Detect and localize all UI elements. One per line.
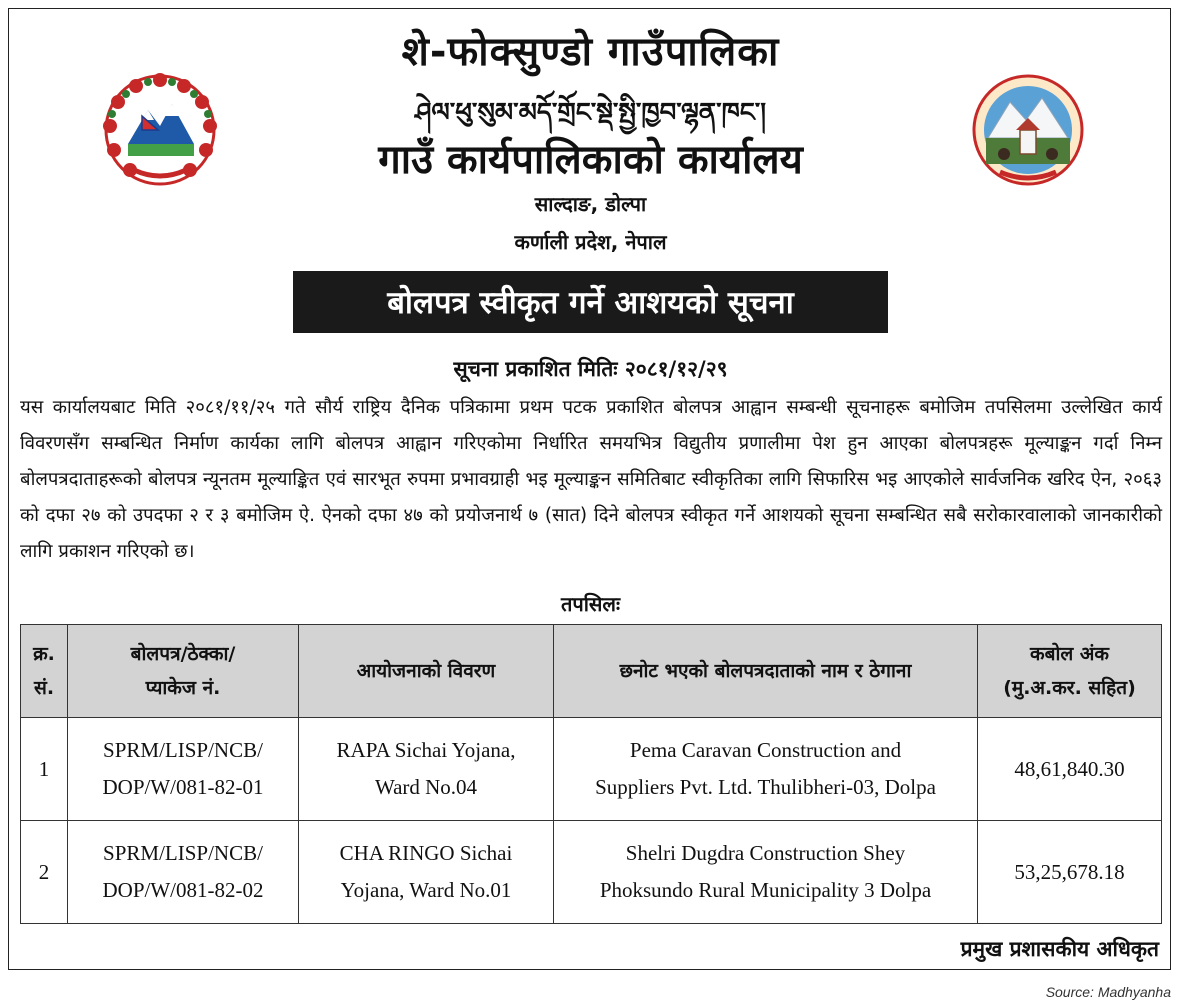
- published-date: सूचना प्रकाशित मितिः २०८१/१२/२९: [453, 357, 728, 381]
- header-serial: क्र. सं.: [21, 625, 68, 718]
- table-row: [21, 821, 1162, 924]
- header-amount: कबोल अंक (मु.अ.कर. सहित): [978, 625, 1162, 718]
- header-project: आयोजनाको विवरण: [299, 625, 554, 718]
- schedule-label: तपसिलः: [560, 592, 621, 616]
- address-line-1: साल्दाङ, डोल्पा: [534, 192, 647, 216]
- cell-project: CHA RINGO Sichai Yojana, Ward No.01: [299, 821, 554, 924]
- notice-title: बोलपत्र स्वीकृत गर्ने आशयको सूचना: [387, 285, 794, 321]
- cell-package-no: SPRM/LISP/NCB/ DOP/W/081-82-01: [68, 718, 299, 821]
- municipality-title-tibetan: ཤེལ་ཕུ་སུམ་མདོ་གྲོང་སྡེ་སྤྱི་ཁྱབ་ལྷན་ཁང་།: [414, 98, 767, 128]
- address-line-2: कर्णाली प्रदेश, नेपाल: [514, 230, 667, 254]
- municipality-title: शे-फोक्सुण्डो गाउँपालिका: [401, 29, 780, 75]
- table-header-row: [21, 625, 1162, 718]
- notice-title-banner: [293, 271, 888, 333]
- signatory: प्रमुख प्रशासकीय अधिकृत: [960, 937, 1159, 961]
- bid-table: [20, 624, 1162, 924]
- cell-serial: 2: [21, 821, 68, 924]
- notice-body: यस कार्यालयबाट मिति २०८१/११/२५ गते सौर्य राष्ट्रिय दैनिक पत्रिकामा प्रथम पटक प्रकाशित बोलपत्र आह्वान सम्बन्धी सूचनाहरू बमोजिम तपसिलमा उल्लेखित कार्य विवरणसँग सम्बन्धित निर्माण कार्यका लागि बोलपत्र आह्वान गरिएकोमा निर्धारित समयभित्र विद्युतीय प्रणालीमा पेश हुन आएका बोलपत्रहरू मूल्याङ्कन गर्दा निम्न बोलपत्रदाताहरूको बोलपत्र न्यूनतम मूल्याङ्कित एवं सारभूत रुपमा प्रभावग्राही भइ मूल्याङ्कन समितिबाट स्वीकृतिका लागि सिफारिस भइ आएकोले सार्वजनिक खरिद ऐन, २०६३ को दफा २७ को उपदफा २ र ३ बमोजिम ऐ. ऐनको दफा ४७ को प्रयोजनार्थ ७ (सात) दिने बोलपत्र स्वीकृत गर्ने आशयको सूचना सम्बन्धित सबै सरोकारवालाको जानकारीको लागि प्रकाशन गरिएको छ।: [20, 397, 1162, 562]
- cell-bidder: Shelri Dugdra Construction Shey Phoksundo Rural Municipality 3 Dolpa: [554, 821, 978, 924]
- table-row: [21, 718, 1162, 821]
- office-title: गाउँ कार्यपालिकाको कार्यालय: [378, 137, 803, 183]
- source-credit: Source: Madhyanha: [1045, 984, 1171, 1000]
- cell-package-no: SPRM/LISP/NCB/ DOP/W/081-82-02: [68, 821, 299, 924]
- cell-amount: 48,61,840.30: [978, 718, 1162, 821]
- cell-bidder: Pema Caravan Construction and Suppliers Pvt. Ltd. Thulibheri-03, Dolpa: [554, 718, 978, 821]
- cell-amount: 53,25,678.18: [978, 821, 1162, 924]
- cell-serial: 1: [21, 718, 68, 821]
- header-bidder: छनोट भएको बोलपत्रदाताको नाम र ठेगाना: [554, 625, 978, 718]
- cell-project: RAPA Sichai Yojana, Ward No.04: [299, 718, 554, 821]
- header-package-no: बोलपत्र/ठेक्का/ प्याकेज नं.: [68, 625, 299, 718]
